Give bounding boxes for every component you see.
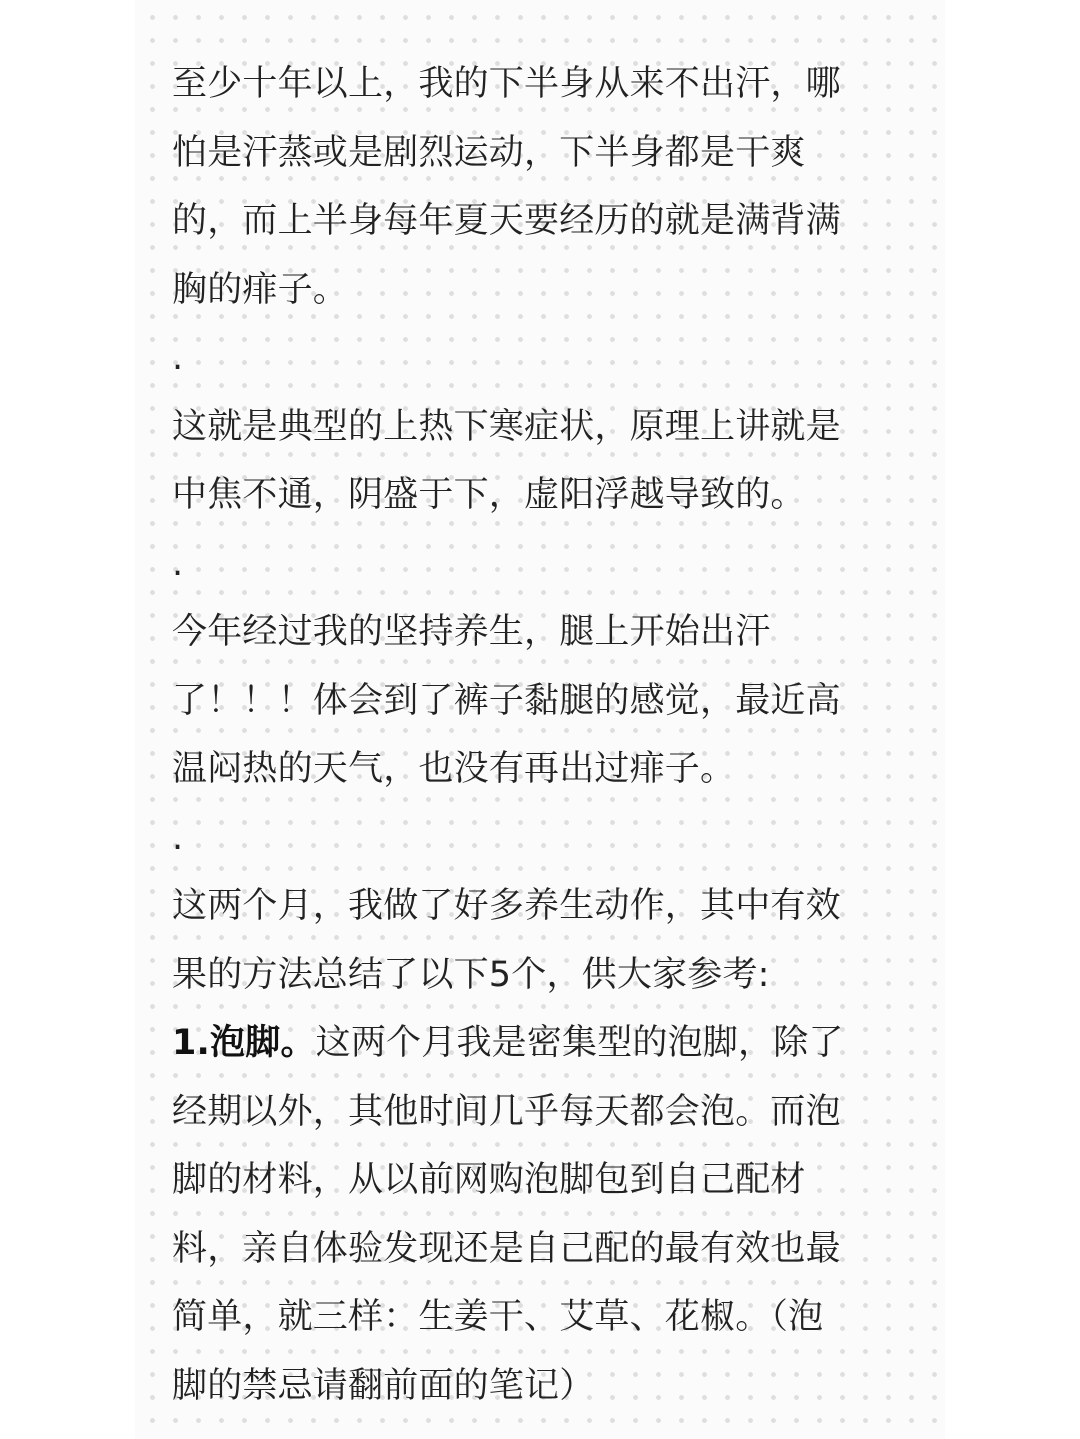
method-item-body: 这两个月我是密集型的泡脚，除了 经期以外，其他时间几乎每天都会泡。而泡 脚的材料，从以前网购泡脚包到自己配材 料，亲自体验发现还是自己配的最有效也最 简单，就三样：生姜干、艾草、花椒。（泡 脚的禁忌请翻前面的笔记） bbox=[172, 1023, 844, 1406]
method-item-foot-soak bbox=[172, 1009, 888, 1420]
paragraph-sweat-history: 至少十年以上，我的下半身从来不出汗，哪 怕是汗蒸或是剧烈运动，下半身都是干爽 的，而上半身每年夏天要经历的就是满背满 胸的痱子。 bbox=[172, 64, 841, 310]
paragraph-separator: . bbox=[172, 543, 184, 584]
paragraph-methods-intro: 这两个月，我做了好多养生动作，其中有效 果的方法总结了以下5个，供大家参考: bbox=[172, 886, 841, 995]
paragraph-diagnosis: 这就是典型的上热下寒症状，原理上讲就是 中焦不通，阴盛于下，虚阳浮越导致的。 bbox=[172, 406, 841, 515]
paragraph-progress: 今年经过我的坚持养生，腿上开始出汗 了！！！体会到了裤子黏腿的感觉，最近高 温闷热的天气，也没有再出过痱子。 bbox=[172, 612, 841, 789]
method-item-title: 1.泡脚。 bbox=[172, 1023, 316, 1063]
note-body bbox=[172, 50, 888, 1420]
paragraph-separator: . bbox=[172, 817, 184, 858]
paragraph-separator: . bbox=[172, 338, 184, 378]
